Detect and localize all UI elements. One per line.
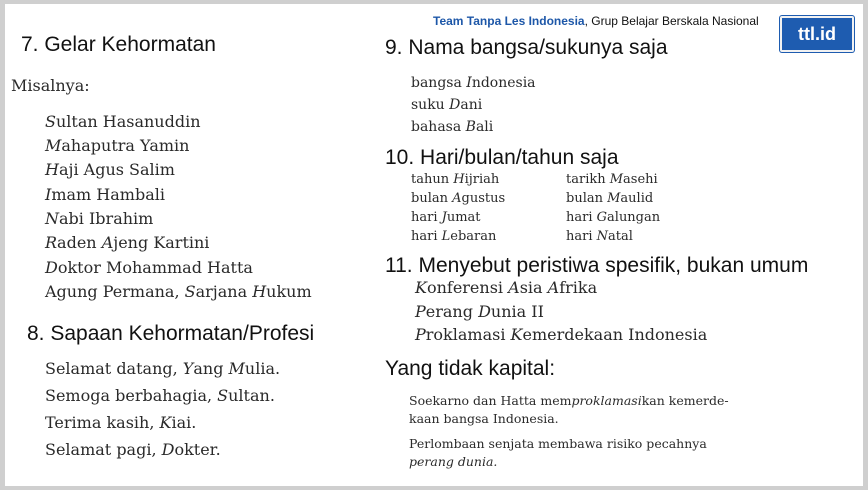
list-item: tahun Hijriah xyxy=(411,172,500,187)
list-item: bahasa Bali xyxy=(411,119,494,135)
list-item: hari Lebaran xyxy=(411,229,497,244)
list-item: Haji Agus Salim xyxy=(45,160,175,179)
list-item: Raden Ajeng Kartini xyxy=(45,233,210,252)
section-8-title: 8. Sapaan Kehormatan/Profesi xyxy=(27,322,315,345)
section-7-intro: Misalnya: xyxy=(11,76,90,95)
section-9-title: 9. Nama bangsa/sukunya saja xyxy=(385,36,668,59)
list-item: suku Dani xyxy=(411,97,483,113)
list-item: Proklamasi Kemerdekaan Indonesia xyxy=(415,325,708,344)
list-item: bulan Maulid xyxy=(566,191,654,206)
list-item: hari Galungan xyxy=(566,210,661,225)
list-item: hari Natal xyxy=(566,229,633,244)
list-item: Terima kasih, Kiai. xyxy=(45,413,197,432)
list-item: bangsa Indonesia xyxy=(411,75,536,91)
brand-team: Team Tanpa Les Indonesia xyxy=(433,14,585,28)
section-10-title: 10. Hari/bulan/tahun saja xyxy=(385,146,619,169)
example-sentence-1: Soekarno dan Hatta memproklamasikan kemerde- xyxy=(409,393,729,408)
list-item: tarikh Masehi xyxy=(566,172,658,187)
slide xyxy=(5,4,863,486)
example-sentence-1-cont: kaan bangsa Indonesia. xyxy=(409,411,559,426)
list-item: Doktor Mohammad Hatta xyxy=(45,258,253,277)
list-item: Agung Permana, Sarjana Hukum xyxy=(45,282,312,301)
not-capital-title: Yang tidak kapital: xyxy=(385,357,556,380)
example-sentence-2: Perlombaan senjata membawa risiko pecahnya xyxy=(409,436,707,451)
list-item: Nabi Ibrahim xyxy=(45,209,154,228)
list-item: Imam Hambali xyxy=(45,185,165,204)
list-item: Selamat datang, Yang Mulia. xyxy=(45,359,281,378)
brand-tagline: , Grup Belajar Berskala Nasional xyxy=(584,14,759,28)
ttl-logo: ttl.id xyxy=(780,16,854,52)
section-11-title: 11. Menyebut peristiwa spesifik, bukan umum xyxy=(385,254,809,277)
list-item: Semoga berbahagia, Sultan. xyxy=(45,386,275,405)
list-item: Konferensi Asia Afrika xyxy=(415,278,598,297)
section-7-title: 7. Gelar Kehormatan xyxy=(21,33,216,56)
list-item: bulan Agustus xyxy=(411,191,506,206)
example-sentence-2-cont: perang dunia. xyxy=(409,454,498,469)
list-item: Perang Dunia II xyxy=(415,302,544,321)
brand-line xyxy=(433,14,759,28)
list-item: Sultan Hasanuddin xyxy=(45,112,201,131)
list-item: Selamat pagi, Dokter. xyxy=(45,440,221,459)
list-item: Mahaputra Yamin xyxy=(45,136,190,155)
list-item: hari Jumat xyxy=(411,210,481,225)
